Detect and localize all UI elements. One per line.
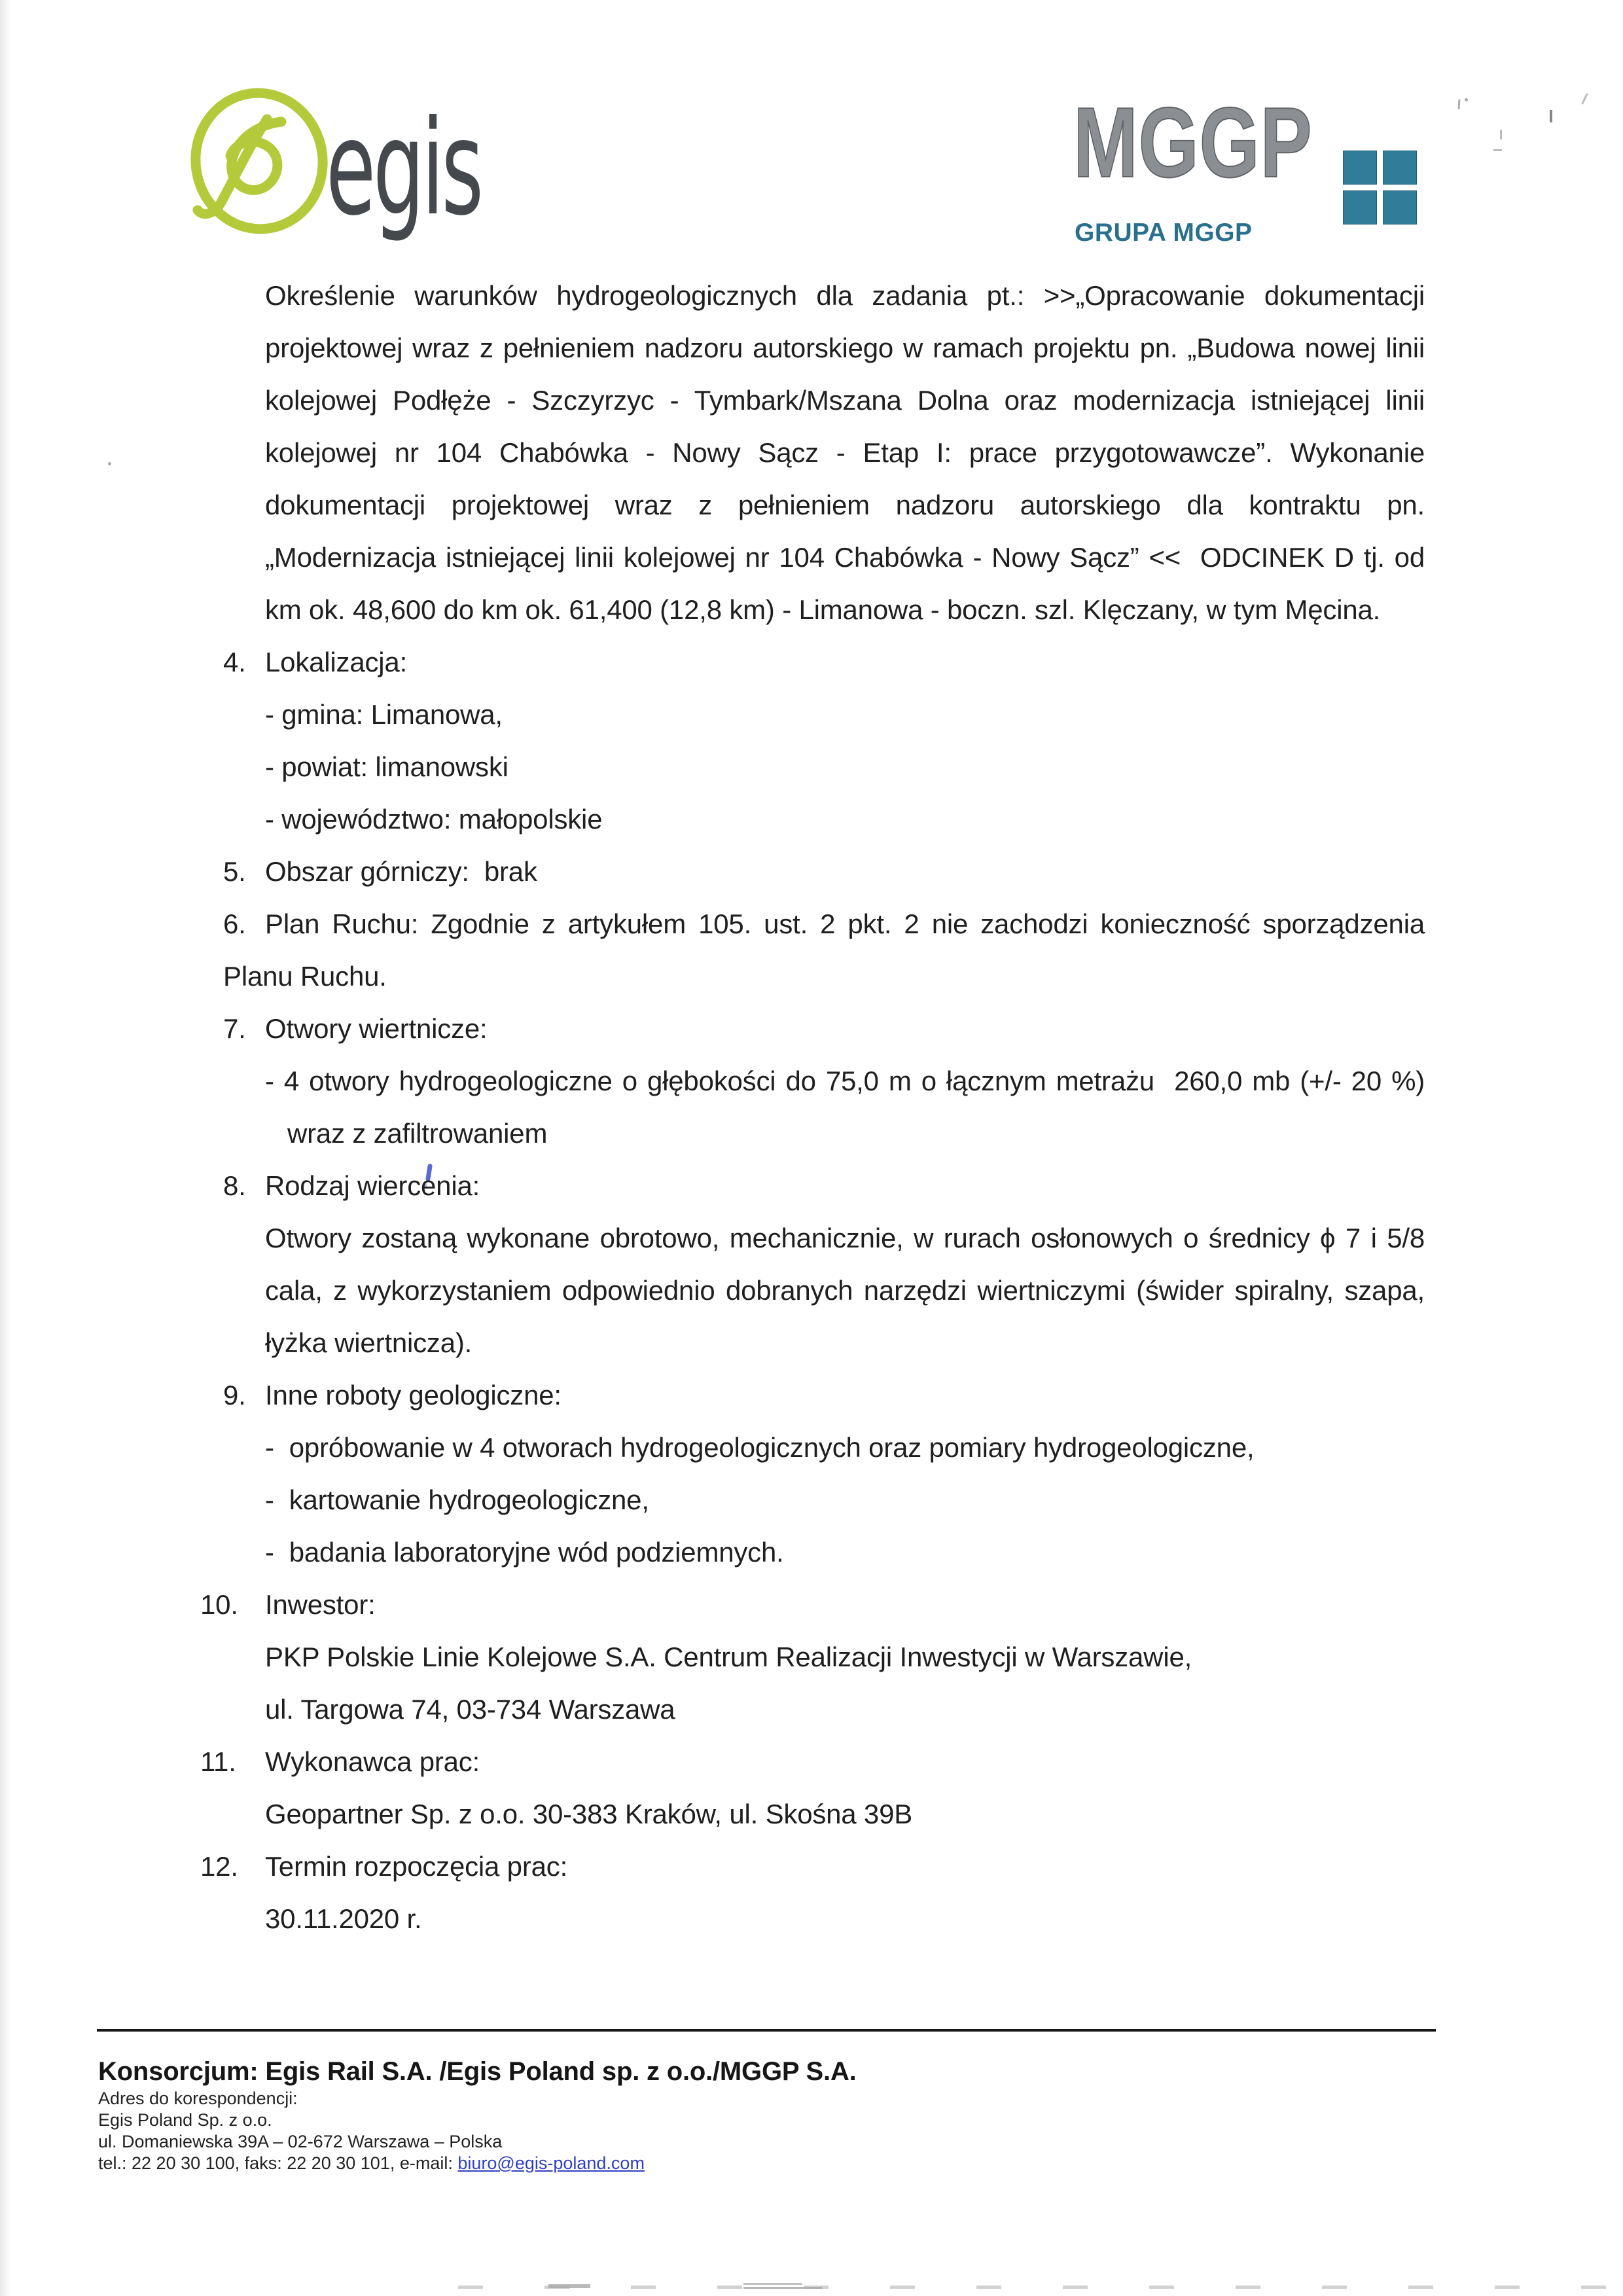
sub-item: - powiat: limanowski [265, 751, 508, 782]
item-text: Plan Ruchu: Zgodnie z artykułem 105. ust. 2 pkt. 2 nie zachodzi konieczność sporządzenia Planu Ruchu. [223, 908, 1425, 992]
scan-artifact [1457, 99, 1460, 109]
mggp-square [1343, 190, 1377, 224]
item-text: Obszar górniczy: brak [265, 856, 537, 887]
item-number: 11. [200, 1746, 236, 1777]
item-label: Wykonawca prac: [265, 1746, 480, 1777]
intro-paragraph: Określenie warunków hydrogeologicznych dla zadania pt.: >>„Opracowanie dokumentacji projektowej wraz z pełnieniem nadzoru autorskiego w ramach projektu pn. „Budowa nowej linii kolejowej Podłęże - Szczyrzyc - Tymbark/Mszana Dolna oraz modernizacja istniejącej linii kolejowej nr 104 Chabówka - Nowy Sącz - Etap I: prace przygotowawcze”. Wykonanie dokumentacji projektowej wraz z pełnieniem nadzoru autorskiego dla kontraktu pn. „Modernizacja istniejącej linii kolejowej nr 104 Chabówka - Nowy Sącz” << ODCINEK D tj. od km ok. 48,600 do km ok. 61,400 (12,8 km) - Limanowa - boczn. szl. Klęczany, w tym Męcina. [265, 280, 1425, 625]
scan-edge-shadow [0, 0, 10, 2296]
scan-artifact [743, 2283, 802, 2285]
list-item-8 [223, 1160, 1425, 1212]
item-line: Geopartner Sp. z o.o. 30-383 Kraków, ul. Skośna 39B [265, 1799, 913, 1829]
item-line: 30.11.2020 r. [265, 1903, 422, 1934]
list-item-7 [223, 1003, 1425, 1055]
scan-artifact [1581, 93, 1588, 104]
footer-consortium: Konsorcjum: Egis Rail S.A. /Egis Poland sp. z o.o./MGGP S.A. [98, 2057, 857, 2086]
item-line: PKP Polskie Linie Kolejowe S.A. Centrum Realizacji Inwestycji w Warszawie, [265, 1641, 1192, 1672]
footer-email-link[interactable]: biuro@egis-poland.com [457, 2153, 645, 2173]
footer-contact-prefix: tel.: 22 20 30 100, faks: 22 20 30 101, e-mail: [98, 2153, 458, 2173]
mggp-logo-subtitle: GRUPA MGGP [1075, 219, 1253, 247]
item-number: 7. [223, 1013, 246, 1044]
scan-artifact [1500, 130, 1502, 139]
scan-artifact [1493, 149, 1502, 151]
sub-item: - kartowanie hydrogeologiczne, [265, 1484, 649, 1515]
item-number: 9. [223, 1380, 246, 1410]
scan-artifact [548, 2284, 590, 2288]
scan-artifact [1550, 110, 1552, 122]
footer-company: Egis Poland Sp. z o.o. [98, 2110, 272, 2130]
list-item-4 [223, 636, 1425, 689]
sub-item: - opróbowanie w 4 otworach hydrogeologicznych oraz pomiary hydrogeologiczne, [265, 1432, 1255, 1463]
sub-item: - województwo: małopolskie [265, 804, 603, 834]
footer-street: ul. Domaniewska 39A – 02-672 Warszawa – Polska [98, 2132, 503, 2151]
item-number: 6. [223, 908, 246, 939]
list-item-10 [200, 1579, 1425, 1631]
sub-item: - badania laboratoryjne wód podziemnych. [265, 1537, 784, 1568]
item-label: Termin rozpoczęcia prac: [265, 1851, 568, 1882]
item-label: Inwestor: [265, 1589, 376, 1620]
list-item-11 [200, 1736, 1425, 1788]
item-label: Inne roboty geologiczne: [265, 1380, 562, 1410]
mggp-logo-text: MGGP [1073, 87, 1313, 198]
list-item-6 [223, 898, 1425, 1003]
footer [98, 2055, 1472, 2174]
footer-divider [97, 2029, 1436, 2032]
item-label: Lokalizacja: [265, 647, 408, 677]
list-item-12 [200, 1840, 1425, 1893]
item-number: 4. [223, 647, 246, 677]
item-label: Otwory wiertnicze: [265, 1013, 488, 1044]
sub-item: - 4 otwory hydrogeologiczne o głębokości do 75,0 m o łącznym metrażu 260,0 mb (+/- 20 %) wraz z zafiltrowaniem [265, 1066, 1425, 1149]
item-line: ul. Targowa 74, 03-734 Warszawa [265, 1694, 675, 1725]
scan-cutoff-text-band [458, 2286, 1611, 2289]
item-number: 10. [200, 1589, 238, 1620]
footer-address-label: Adres do korespondencji: [98, 2089, 298, 2108]
list-item-5 [223, 846, 1425, 898]
scan-artifact [743, 2287, 822, 2289]
footer-contact-line [98, 2153, 1472, 2174]
mggp-square [1383, 151, 1417, 185]
mggp-square [1383, 190, 1417, 224]
item-number: 5. [223, 856, 246, 887]
mggp-logo [1073, 87, 1440, 250]
item-label: Rodzaj wiercenia: [265, 1170, 480, 1201]
egis-logo-text: egis [326, 92, 481, 245]
sub-item: - gmina: Limanowa, [265, 699, 503, 730]
scan-artifact [1465, 98, 1468, 101]
mggp-square [1343, 151, 1377, 185]
item-number: 12. [200, 1851, 238, 1882]
document-body [200, 270, 1425, 1945]
scan-artifact [108, 462, 111, 465]
item-paragraph: Otwory zostaną wykonane obrotowo, mechanicznie, w rurach osłonowych o średnicy ϕ 7 i 5/8 cala, z wykorzystaniem odpowiednio dobranych narzędzi wiertniczymi (świder spiralny, szapa, łyżka wiertnicza). [265, 1223, 1425, 1358]
list-item-9 [223, 1369, 1425, 1422]
item-number: 8. [223, 1170, 246, 1201]
mggp-logo-squares [1343, 151, 1418, 225]
